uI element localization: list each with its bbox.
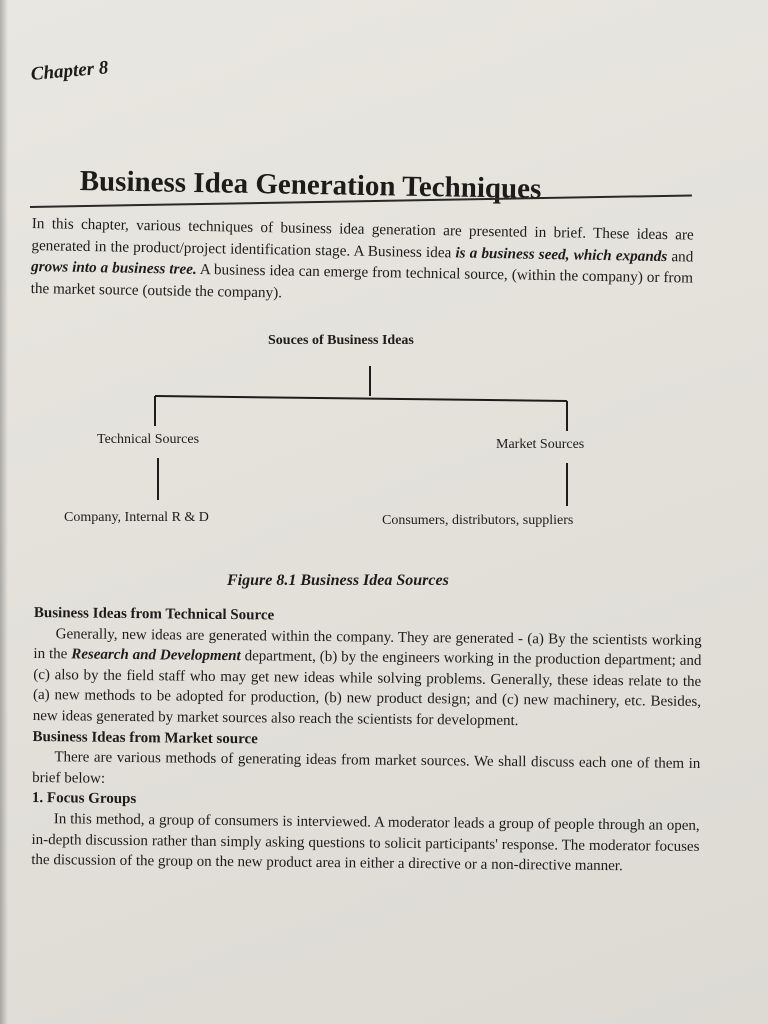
focus-paragraph: In this method, a group of consumers is interviewed. A moderator leads a group of people through an open, in-depth discussion rather than simply asking questions to solicit participants' response. The moderator focuses the discussion of the group on the new product area in either a directive or a non-directive manner. xyxy=(31,811,700,875)
chapter-label: Chapter 8 xyxy=(30,57,110,85)
market-paragraph: There are various methods of generating ideas from market sources. We shall discuss each one of them in brief below: xyxy=(32,749,701,787)
intro-text-3: A business idea can emerge from technical source, (within the company) or from the market source (outside the company). xyxy=(30,260,694,301)
technical-sources-label: Technical Sources xyxy=(97,432,200,447)
branch-connector xyxy=(155,396,567,401)
intro-emphasis-1: is a business seed, which expands xyxy=(455,243,668,265)
market-sources-label: Market Sources xyxy=(496,437,585,452)
technical-emphasis: Research and Development xyxy=(71,646,241,665)
technical-text-1: Generally, new ideas are generated within the company. They are generated - (a) By the scientists working in the xyxy=(33,625,702,663)
body-content xyxy=(31,603,702,878)
market-sub-label: Consumers, distributors, suppliers xyxy=(382,513,574,528)
market-heading: Business Ideas from Market source xyxy=(32,728,258,747)
figure-caption: Figure 8.1 Business Idea Sources xyxy=(227,572,449,589)
intro-emphasis-2: grows into a business tree. xyxy=(30,257,197,278)
chapter-title: Business Idea Generation Techniques xyxy=(79,165,542,206)
focus-heading: 1. Focus Groups xyxy=(31,790,137,808)
intro-text-1: In this chapter, various techniques of business idea generation are presented in brief. These ideas are generated in the product/project identification stage. A Business idea xyxy=(31,214,694,261)
technical-text-2: department, (b) by the engineers working in the production department; and (c) also by the field staff who may get new ideas while solving problems. Generally, these ideas relate to the (a) new methods to be adopted for production, (b) new product design; and (c) new machinery, etc. Besides, new ideas generated by market sources also reach the scientists for development. xyxy=(32,648,702,730)
intro-text-2: and xyxy=(667,247,694,266)
diagram-heading: Souces of Business Ideas xyxy=(268,333,414,348)
technical-paragraph xyxy=(33,624,702,734)
technical-heading: Business Ideas from Technical Source xyxy=(33,604,275,624)
technical-sub-label: Company, Internal R & D xyxy=(64,510,209,525)
